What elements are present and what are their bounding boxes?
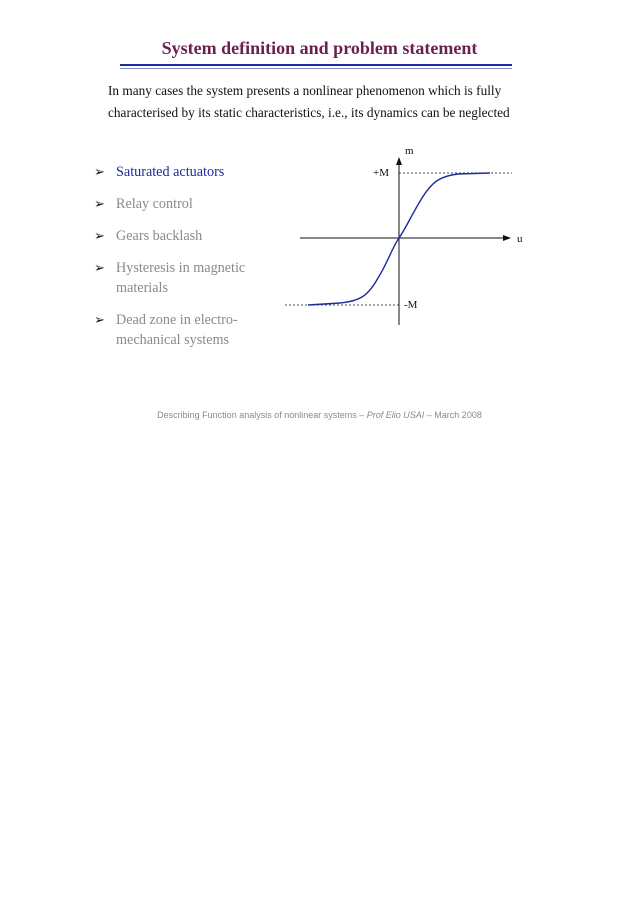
bullet-arrow-icon: ➢ xyxy=(94,164,105,179)
slide-footer xyxy=(0,410,639,420)
saturation-diagram xyxy=(0,0,639,360)
bullet-arrow-icon: ➢ xyxy=(94,196,105,211)
footer-date: – March 2008 xyxy=(424,410,482,420)
bullet-text: Saturated actuators xyxy=(116,164,225,180)
intro-line-1: In many cases the system presents a nonlinear phenomenon which is fully xyxy=(108,83,502,98)
bullet-arrow-icon: ➢ xyxy=(94,228,105,243)
bullet-text: Hysteresis in magnetic xyxy=(116,260,246,276)
bullet-text: Relay control xyxy=(116,196,193,212)
bullet-text-cont: materials xyxy=(116,280,168,296)
bullet-text: Gears backlash xyxy=(116,228,203,244)
lower-level-label: -M xyxy=(404,299,418,311)
x-axis-label: u xyxy=(517,233,523,245)
intro-line-2: characterised by its static characteristics, i.e., its dynamics can be neglected xyxy=(108,105,510,120)
footer-author: Prof Elio USAI xyxy=(366,410,425,420)
bullet-text: Dead zone in electro- xyxy=(116,312,238,328)
slide-title: System definition and problem statement xyxy=(161,38,478,58)
y-axis-label: m xyxy=(405,145,414,157)
footer-text: Describing Function analysis of nonlinear systems – xyxy=(157,410,367,420)
upper-level-label: +M xyxy=(373,167,389,179)
bullet-arrow-icon: ➢ xyxy=(94,312,105,327)
bullet-arrow-icon: ➢ xyxy=(94,260,105,275)
bullet-text-cont: mechanical systems xyxy=(116,332,230,348)
